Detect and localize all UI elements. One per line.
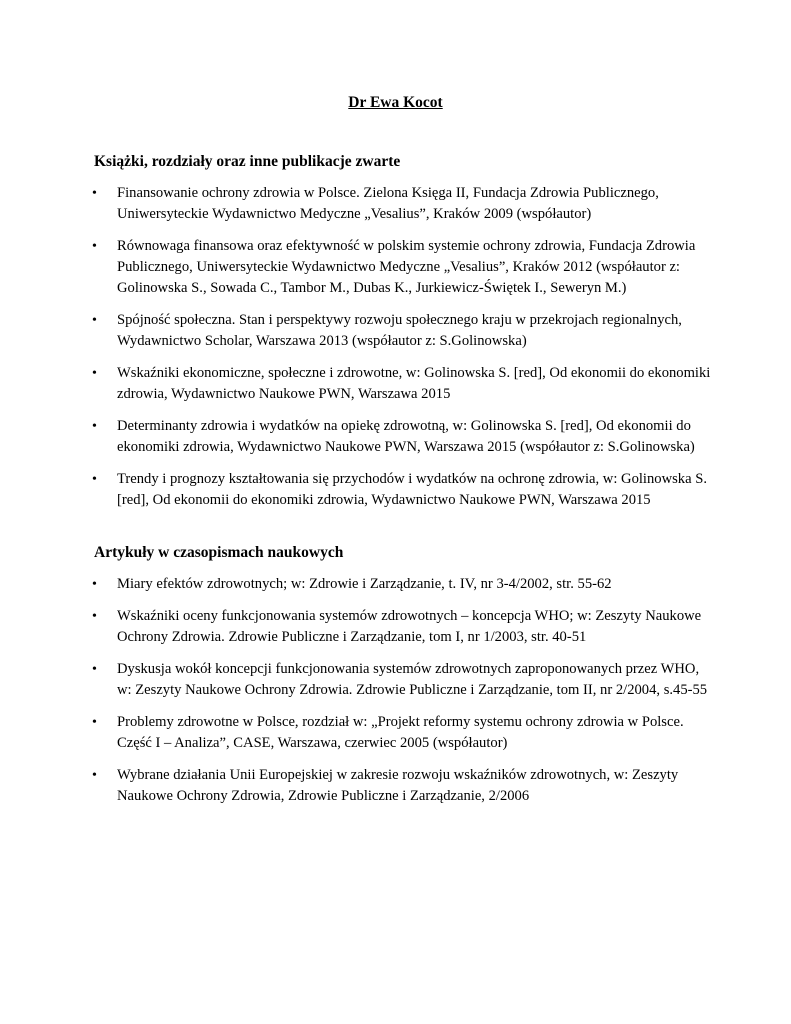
list-item bbox=[0, 712, 717, 754]
articles-list bbox=[0, 574, 791, 818]
section-heading-books: Książki, rozdziały oraz inne publikacje zwarte bbox=[94, 153, 401, 170]
list-item-line: Równowaga finansowa oraz efektywność w polskim systemie ochrony zdrowia, Fundacja Zdrowia bbox=[117, 238, 696, 254]
list-item-line: Publicznego, Uniwersyteckie Wydawnictwo Medyczne „Vesalius”, Kraków 2012 (współautor z: bbox=[117, 259, 680, 275]
list-item bbox=[0, 183, 717, 225]
bullet-icon: • bbox=[92, 366, 97, 381]
list-item-line: Trendy i prognozy kształtowania się przychodów i wydatków na ochronę zdrowia, w: Golinowska S. bbox=[117, 471, 707, 487]
bullet-icon: • bbox=[92, 239, 97, 254]
list-item-line: Naukowe Ochrony Zdrowia, Zdrowie Publiczne i Zarządzanie, 2/2006 bbox=[117, 788, 530, 804]
list-item-line: Determinanty zdrowia i wydatków na opiekę zdrowotną, w: Golinowska S. [red], Od ekonomii do bbox=[117, 418, 691, 434]
bullet-icon: • bbox=[92, 715, 97, 730]
bullet-icon: • bbox=[92, 313, 97, 328]
list-item-line: Wskaźniki oceny funkcjonowania systemów zdrowotnych – koncepcja WHO; w: Zeszyty Naukowe bbox=[117, 608, 702, 624]
bullet-icon: • bbox=[92, 768, 97, 783]
list-item-line: Golinowska S., Sowada C., Tambor M., Dubas K., Jurkiewicz-Świętek I., Seweryn M.) bbox=[117, 280, 627, 296]
list-item-line: Wybrane działania Unii Europejskiej w zakresie rozwoju wskaźników zdrowotnych, w: Zeszyty bbox=[117, 767, 679, 783]
list-item-line: Problemy zdrowotne w Polsce, rozdział w: „Projekt reformy systemu ochrony zdrowia w Polsce. bbox=[117, 714, 684, 730]
list-item bbox=[0, 236, 717, 299]
books-list bbox=[0, 183, 791, 522]
list-item bbox=[0, 606, 717, 648]
list-item-line: ekonomiki zdrowia, Wydawnictwo Naukowe PWN, Warszawa 2015 (współautor z: S.Golinowska) bbox=[117, 439, 695, 455]
list-item bbox=[0, 363, 717, 405]
list-item bbox=[0, 469, 717, 511]
list-item-line: Spójność społeczna. Stan i perspektywy rozwoju społecznego kraju w przekrojach regionalnych, bbox=[117, 312, 682, 328]
list-item-line: Wskaźniki ekonomiczne, społeczne i zdrowotne, w: Golinowska S. [red], Od ekonomii do ekonomiki bbox=[117, 365, 711, 381]
list-item bbox=[0, 310, 717, 352]
list-item bbox=[0, 659, 717, 701]
bullet-icon: • bbox=[92, 577, 97, 592]
list-item bbox=[0, 765, 717, 807]
list-item-line: zdrowia, Wydawnictwo Naukowe PWN, Warszawa 2015 bbox=[117, 386, 451, 402]
document-title: Dr Ewa Kocot bbox=[348, 94, 443, 111]
bullet-icon: • bbox=[92, 472, 97, 487]
section-heading-articles: Artykuły w czasopismach naukowych bbox=[94, 544, 344, 561]
list-item-line: w: Zeszyty Naukowe Ochrony Zdrowia. Zdrowie Publiczne i Zarządzanie, tom II, nr 2/2004, s.45-55 bbox=[117, 682, 708, 698]
list-item-line: Miary efektów zdrowotnych; w: Zdrowie i Zarządzanie, t. IV, nr 3-4/2002, str. 55-62 bbox=[117, 576, 612, 592]
bullet-icon: • bbox=[92, 609, 97, 624]
list-item bbox=[0, 574, 717, 595]
list-item-line: Wydawnictwo Scholar, Warszawa 2013 (współautor z: S.Golinowska) bbox=[117, 333, 527, 349]
list-item bbox=[0, 416, 717, 458]
bullet-icon: • bbox=[92, 419, 97, 434]
list-item-line: Część I – Analiza”, CASE, Warszawa, czerwiec 2005 (współautor) bbox=[117, 735, 508, 751]
bullet-icon: • bbox=[92, 662, 97, 677]
list-item-line: Ochrony Zdrowia. Zdrowie Publiczne i Zarządzanie, tom I, nr 1/2003, str. 40-51 bbox=[117, 629, 587, 645]
list-item-line: Uniwersyteckie Wydawnictwo Medyczne „Vesalius”, Kraków 2009 (współautor) bbox=[117, 206, 592, 222]
list-item-line: Dyskusja wokół koncepcji funkcjonowania systemów zdrowotnych zaproponowanych przez WHO, bbox=[117, 661, 700, 677]
bullet-icon: • bbox=[92, 186, 97, 201]
list-item-line: [red], Od ekonomii do ekonomiki zdrowia, Wydawnictwo Naukowe PWN, Warszawa 2015 bbox=[117, 492, 651, 508]
list-item-line: Finansowanie ochrony zdrowia w Polsce. Zielona Księga II, Fundacja Zdrowia Publicznego, bbox=[117, 185, 659, 201]
